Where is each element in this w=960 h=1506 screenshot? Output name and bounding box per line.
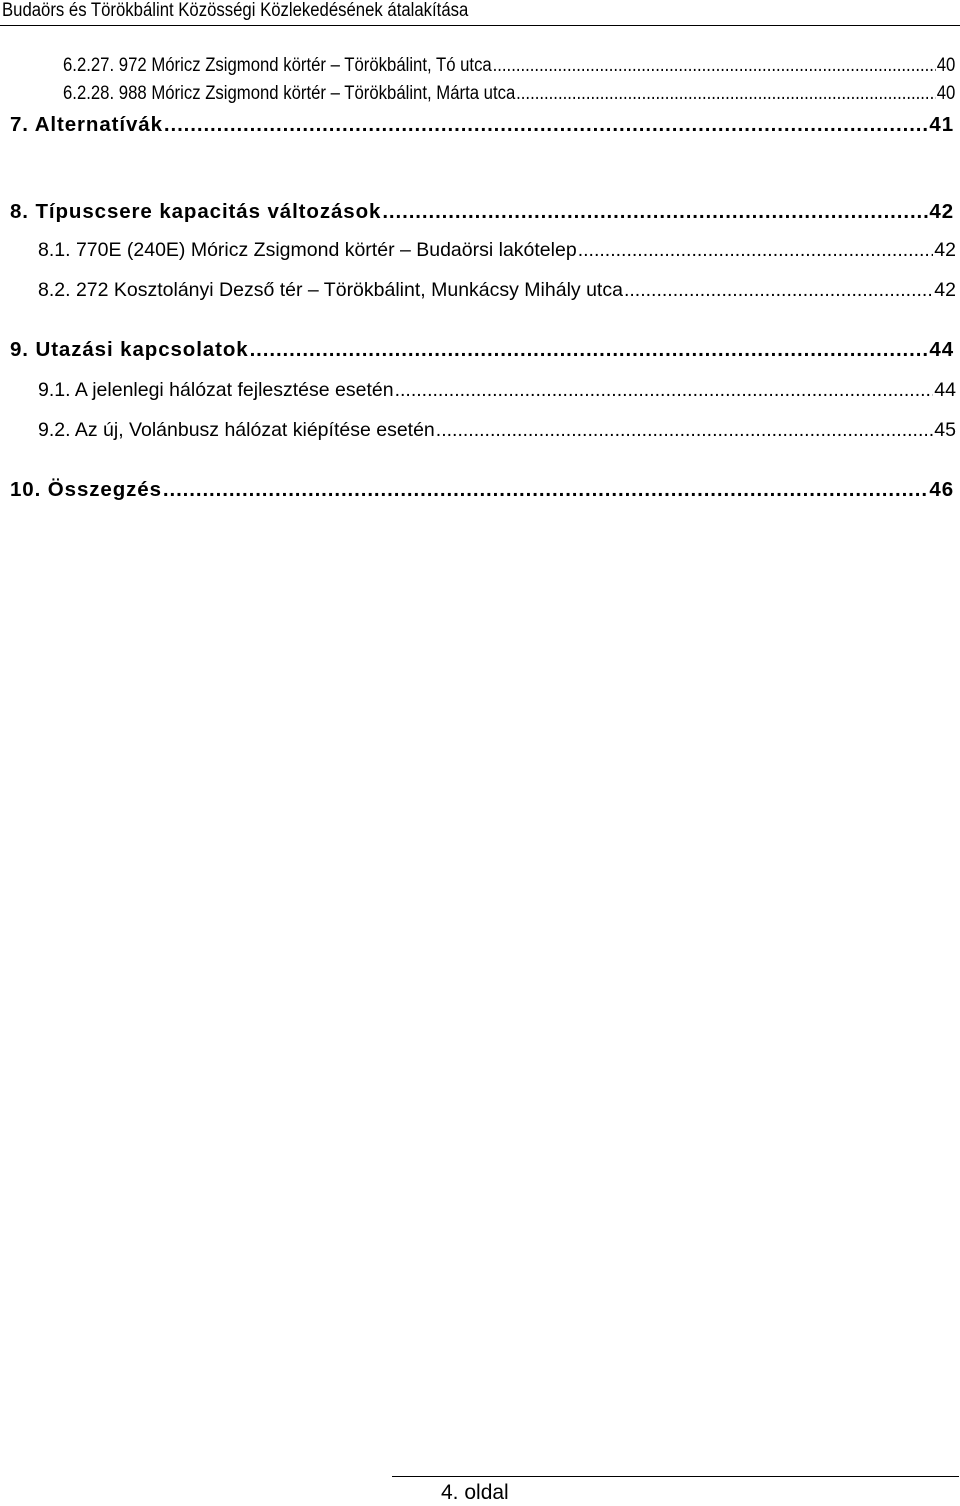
toc-entry-page: 41 [929,113,954,136]
document-title: Budaörs és Törökbálint Közösségi Közlekedésének átalakítása [2,0,469,21]
toc-entry-page: 40 [936,83,956,104]
toc-leader-dots [250,338,929,362]
toc-entry-label: 7. Alternatívák [10,113,163,136]
toc-entry-page: 46 [929,478,954,501]
toc-entry-label: 9.1. A jelenlegi hálózat fejlesztése esetén [38,379,394,401]
page-number: 4. oldal [441,1481,509,1504]
toc-entry-label: 6.2.28. 988 Móricz Zsigmond körtér – Törökbálint, Márta utca [63,83,516,104]
toc-entry-8-2[interactable] [38,279,956,302]
toc-leader-dots [436,419,934,442]
toc-leader-dots [382,200,928,224]
toc-entry-page: 42 [934,239,956,261]
toc-leader-dots [163,478,929,502]
toc-entry-label: 8.1. 770E (240E) Móricz Zsigmond körtér – Budaörsi lakótelep [38,239,577,261]
toc-leader-dots [395,379,934,402]
toc-entry-page: 44 [929,338,954,361]
toc-entry-page: 45 [934,419,956,441]
toc-entry-9-2[interactable] [38,419,956,442]
toc-entry-label: 8. Típuscsere kapacitás változások [10,200,382,223]
toc-leader-dots [578,239,934,262]
toc-leader-dots [164,113,929,137]
toc-entry-9-1[interactable] [38,379,956,402]
toc-entry-9[interactable] [10,338,954,362]
toc-entry-page: 40 [936,55,956,76]
toc-leader-dots [624,279,933,302]
toc-entry-page: 44 [934,379,956,401]
toc-entry-8[interactable] [10,200,954,224]
page-header [0,0,960,26]
toc-entry-6-2-28[interactable] [63,83,955,105]
toc-entry-label: 10. Összegzés [10,478,162,501]
toc-entry-label: 8.2. 272 Kosztolányi Dezső tér – Törökbálint, Munkácsy Mihály utca [38,279,623,301]
toc-entry-label: 6.2.27. 972 Móricz Zsigmond körtér – Törökbálint, Tó utca [63,55,492,76]
toc-entry-10[interactable] [10,478,954,502]
toc-entry-page: 42 [929,200,954,223]
toc-leader-dots [493,55,936,77]
toc-leader-dots [516,83,936,105]
toc-entry-7[interactable] [10,113,954,137]
toc-entry-page: 42 [934,279,956,301]
footer-divider [392,1476,959,1477]
toc-entry-8-1[interactable] [38,239,956,262]
toc-entry-label: 9.2. Az új, Volánbusz hálózat kiépítése esetén [38,419,435,441]
toc-entry-label: 9. Utazási kapcsolatok [10,338,249,361]
toc-entry-6-2-27[interactable] [63,55,955,77]
